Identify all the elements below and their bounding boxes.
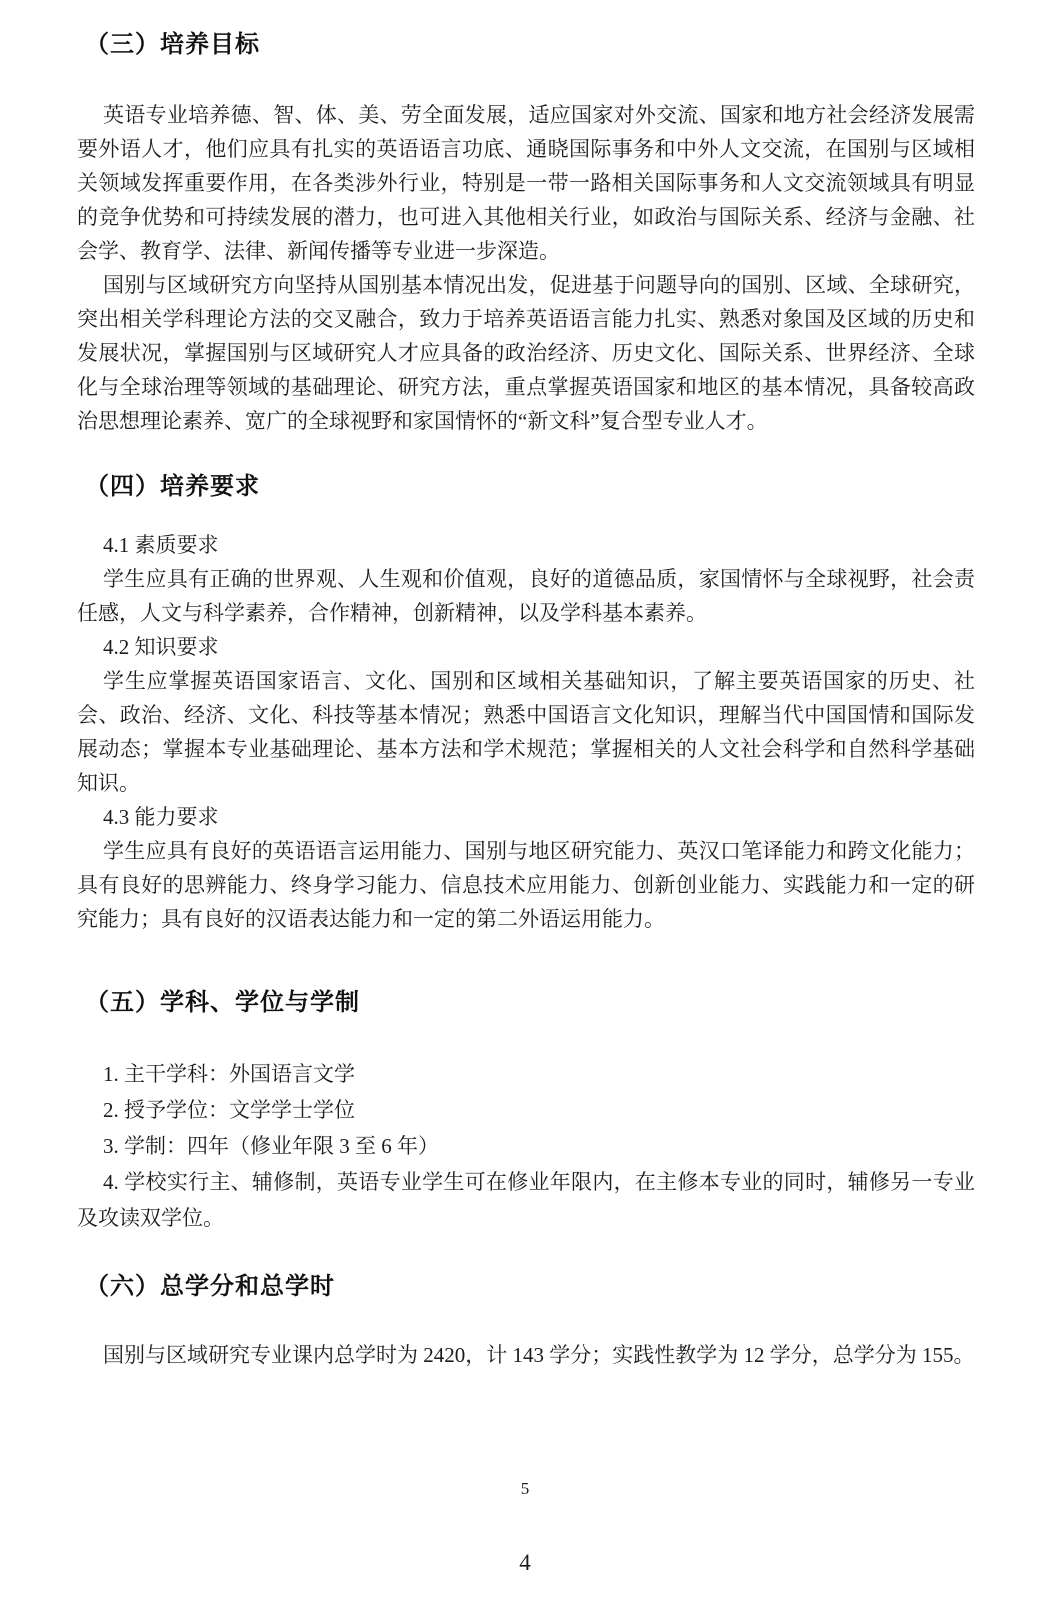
list-item-minor-double-degree: 4. 学校实行主、辅修制，英语专业学生可在修业年限内，在主修本专业的同时，辅修另一专业及攻读双学位。 — [77, 1170, 975, 1230]
section-heading-training-objectives: （三）培养目标 — [85, 31, 260, 58]
list-item-core-discipline: 1. 主干学科：外国语言文学 — [103, 1062, 355, 1086]
subsection-title-quality-requirements: 4.1 素质要求 — [103, 533, 219, 557]
section-heading-discipline-degree-duration: （五）学科、学位与学制 — [85, 989, 360, 1016]
list-item-degree-awarded: 2. 授予学位：文学学士学位 — [103, 1098, 355, 1122]
inner-page-number: 5 — [520, 1479, 530, 1498]
paragraph-training-objectives-1: 英语专业培养德、智、体、美、劳全面发展，适应国家对外交流、国家和地方社会经济发展需要外语人才，他们应具有扎实的英语语言功底、通晓国际事务和中外人文交流，在国别与区域相关领域发挥重要作用，在各类涉外行业，特别是一带一路相关国际事务和人文交流领域具有明显的竞争优势和可持续发展的潜力，也可进入其他相关行业，如政治与国际关系、经济与金融、社会学、教育学、法律、新闻传播等专业进一步深造。 — [77, 103, 975, 263]
page-number: 4 — [519, 1550, 531, 1575]
paragraph-ability-requirements: 学生应具有良好的英语语言运用能力、国别与地区研究能力、英汉口笔译能力和跨文化能力；具有良好的思辨能力、终身学习能力、信息技术应用能力、创新创业能力、实践能力和一定的研究能力；具有良好的汉语表达能力和一定的第二外语运用能力。 — [77, 839, 975, 931]
numbered-list — [77, 1056, 975, 1236]
section-heading-training-requirements: （四）培养要求 — [85, 473, 260, 500]
section-heading-total-credits-hours: （六）总学分和总学时 — [85, 1273, 335, 1300]
paragraph-training-objectives-2: 国别与区域研究方向坚持从国别基本情况出发，促进基于问题导向的国别、区域、全球研究，突出相关学科理论方法的交叉融合，致力于培养英语语言能力扎实、熟悉对象国及区域的历史和发展状况，掌握国别与区域研究人才应具备的政治经济、历史文化、国际关系、世界经济、全球化与全球治理等领域的基础理论、研究方法，重点掌握英语国家和地区的基本情况，具备较高政治思想理论素养、宽广的全球视野和家国情怀的“新文科”复合型专业人才。 — [77, 273, 975, 433]
subsection-title-ability-requirements: 4.3 能力要求 — [103, 805, 219, 829]
list-item-study-duration: 3. 学制：四年（修业年限 3 至 6 年） — [103, 1134, 439, 1158]
paragraph-knowledge-requirements: 学生应掌握英语国家语言、文化、国别和区域相关基础知识，了解主要英语国家的历史、社会、政治、经济、文化、科技等基本情况；熟悉中国语言文化知识，理解当代中国国情和国际发展动态；掌握本专业基础理论、基本方法和学术规范；掌握相关的人文社会科学和自然科学基础知识。 — [77, 669, 975, 795]
subsection-title-knowledge-requirements: 4.2 知识要求 — [103, 635, 219, 659]
paragraph-total-credits-hours: 国别与区域研究专业课内总学时为 2420，计 143 学分；实践性教学为 12 学分，总学分为 155。 — [103, 1343, 975, 1367]
paragraph-quality-requirements: 学生应具有正确的世界观、人生观和价值观，良好的道德品质，家国情怀与全球视野，社会责任感，人文与科学素养，合作精神，创新精神，以及学科基本素养。 — [77, 567, 975, 625]
